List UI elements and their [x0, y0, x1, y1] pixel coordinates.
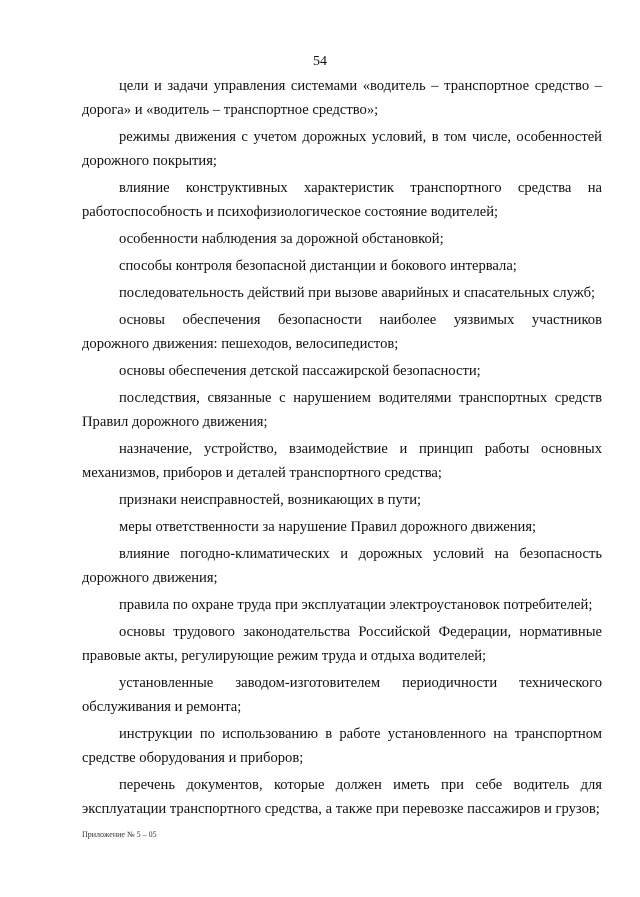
- paragraph: основы трудового законодательства Российской Федерации, нормативные правовые акты, регулирующие режим труда и отдыха водителей;: [82, 624, 602, 664]
- paragraph: меры ответственности за нарушение Правил дорожного движения;: [119, 519, 537, 535]
- paragraph: способы контроля безопасной дистанции и бокового интервала;: [119, 258, 517, 274]
- paragraph: особенности наблюдения за дорожной обстановкой;: [119, 231, 444, 247]
- paragraph: правила по охране труда при эксплуатации электроустановок потребителей;: [119, 597, 593, 613]
- footer-note: Приложение № 5 – 05: [82, 830, 157, 839]
- paragraph: основы обеспечения безопасности наиболее уязвимых участников дорожного движения: пешеходов, велосипедистов;: [82, 312, 602, 352]
- paragraph: последствия, связанные с нарушением водителями транспортных средств Правил дорожного движения;: [82, 390, 602, 430]
- paragraph: признаки неисправностей, возникающих в пути;: [119, 492, 422, 508]
- paragraph: назначение, устройство, взаимодействие и принцип работы основных механизмов, приборов и деталей транспортного средства;: [82, 441, 602, 481]
- paragraph: влияние конструктивных характеристик транспортного средства на работоспособность и психофизиологическое состояние водителей;: [82, 180, 602, 220]
- paragraph: основы обеспечения детской пассажирской безопасности;: [119, 363, 481, 379]
- paragraph: цели и задачи управления системами «водитель – транспортное средство – дорога» и «водитель – транспортное средство»;: [82, 78, 602, 118]
- paragraph: инструкции по использованию в работе установленного на транспортном средстве оборудования и приборов;: [82, 726, 602, 766]
- paragraph: установленные заводом-изготовителем периодичности технического обслуживания и ремонта;: [82, 675, 602, 715]
- paragraph: влияние погодно-климатических и дорожных условий на безопасность дорожного движения;: [82, 546, 602, 586]
- paragraph: режимы движения с учетом дорожных условий, в том числе, особенностей дорожного покрытия;: [82, 129, 602, 169]
- page-number: 54: [313, 54, 327, 69]
- paragraph: перечень документов, которые должен иметь при себе водитель для эксплуатации транспортного средства, а также при перевозке пассажиров и грузов;: [82, 777, 602, 817]
- document-body: [82, 74, 602, 824]
- paragraph: последовательность действий при вызове аварийных и спасательных служб;: [119, 285, 596, 301]
